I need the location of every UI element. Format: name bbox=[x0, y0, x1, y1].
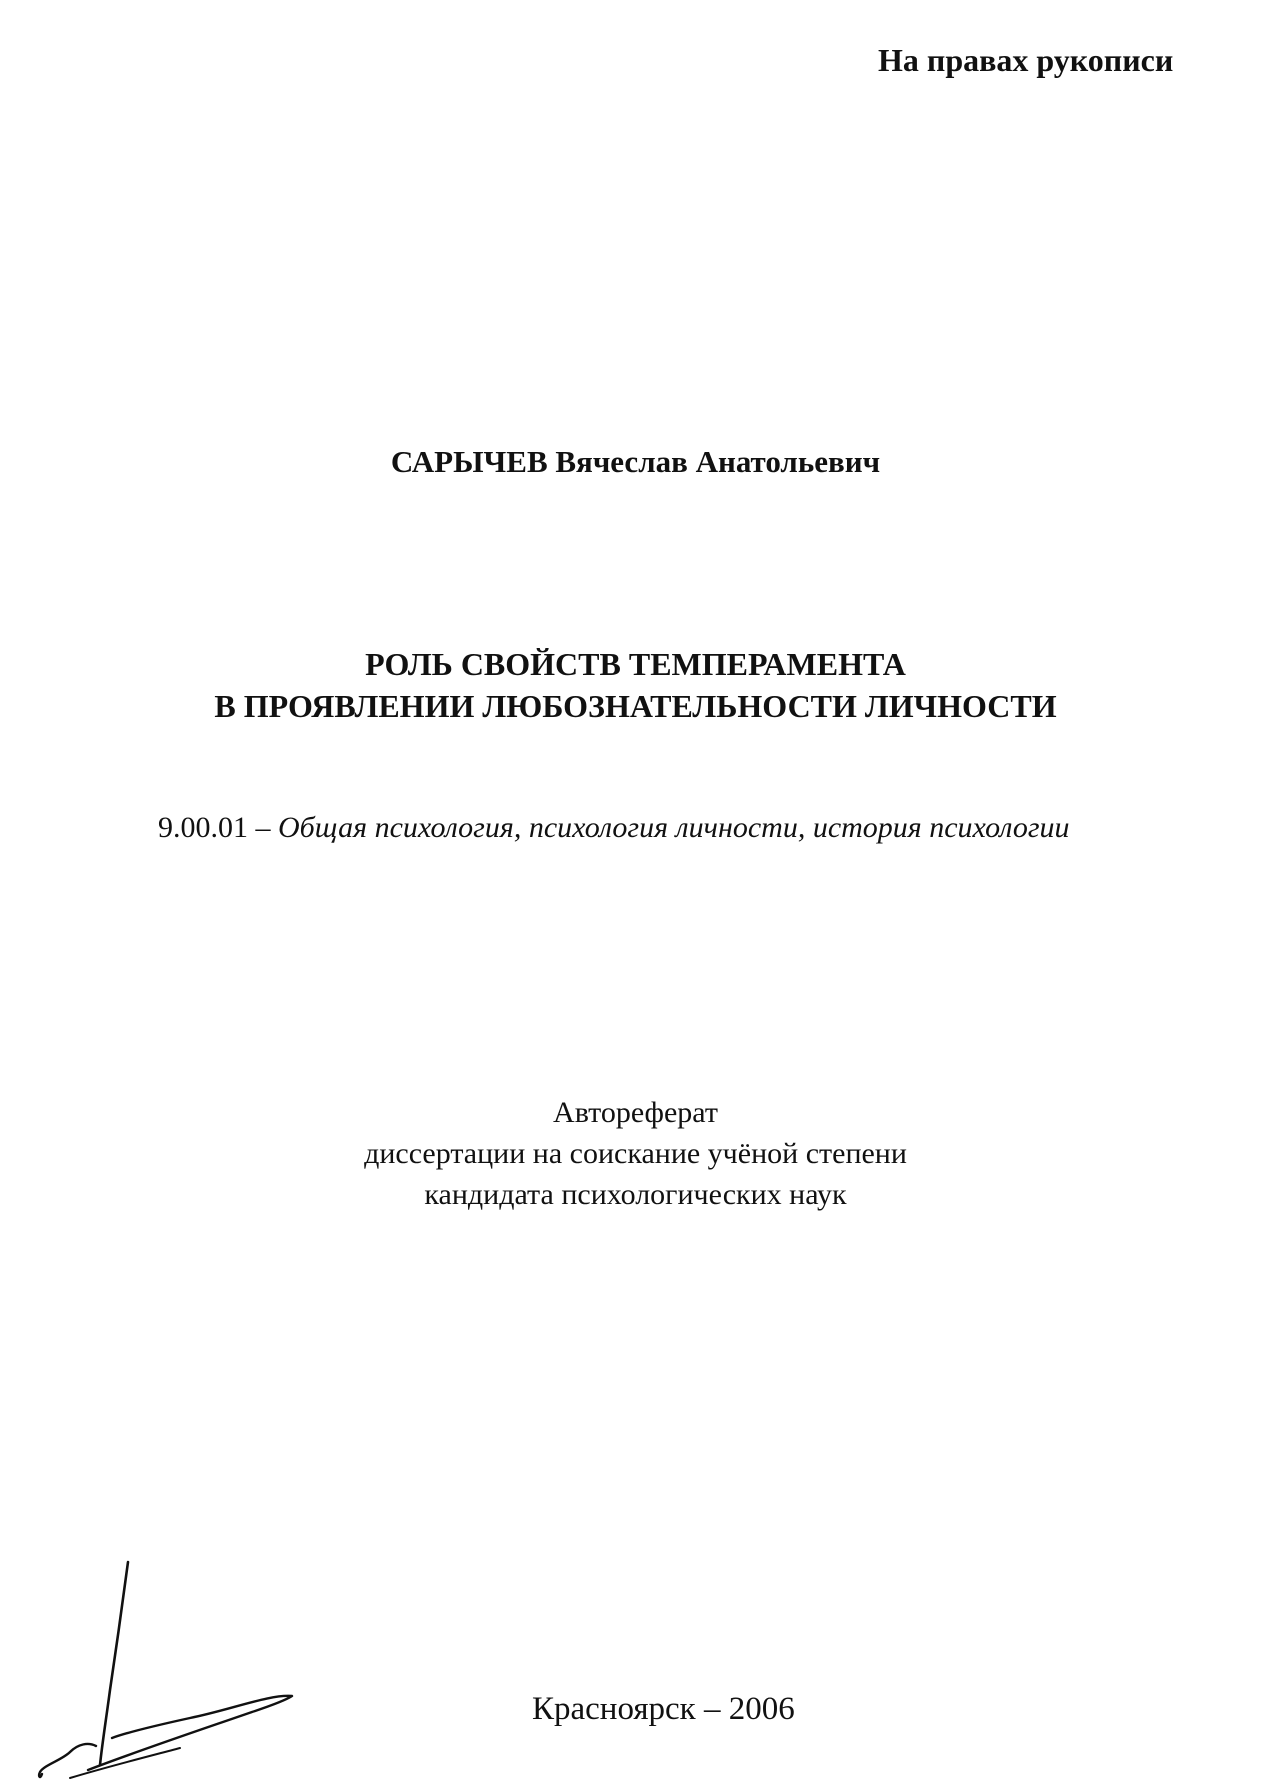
dissertation-title-line-2: В ПРОЯВЛЕНИИ ЛЮБОЗНАТЕЛЬНОСТИ ЛИЧНОСТИ bbox=[214, 688, 1057, 724]
specialty-separator: – bbox=[248, 811, 278, 844]
specialty-name: Общая психология, психология личности, история психологии bbox=[278, 811, 1070, 844]
dissertation-title-line-1: РОЛЬ СВОЙСТВ ТЕМПЕРАМЕНТА bbox=[365, 646, 906, 682]
signature-base-stroke bbox=[70, 1748, 180, 1778]
handwritten-signature bbox=[30, 1560, 320, 1782]
document-type-line-3: кандидата психологических наук bbox=[424, 1178, 847, 1211]
signature-flourish-stroke bbox=[88, 1696, 292, 1770]
author-name: САРЫЧЕВ Вячеслав Анатольевич bbox=[390, 444, 881, 479]
document-type-line-2: диссертации на соискание учёной степени bbox=[364, 1137, 907, 1170]
document-type-line-1: Автореферат bbox=[553, 1096, 718, 1129]
specialty-line bbox=[158, 813, 1070, 843]
rights-notice: На правах рукописи bbox=[878, 42, 1174, 78]
signature-strokes bbox=[39, 1562, 292, 1778]
city-year: Красноярск – 2006 bbox=[532, 1691, 795, 1727]
specialty-code: 9.00.01 bbox=[158, 811, 248, 844]
